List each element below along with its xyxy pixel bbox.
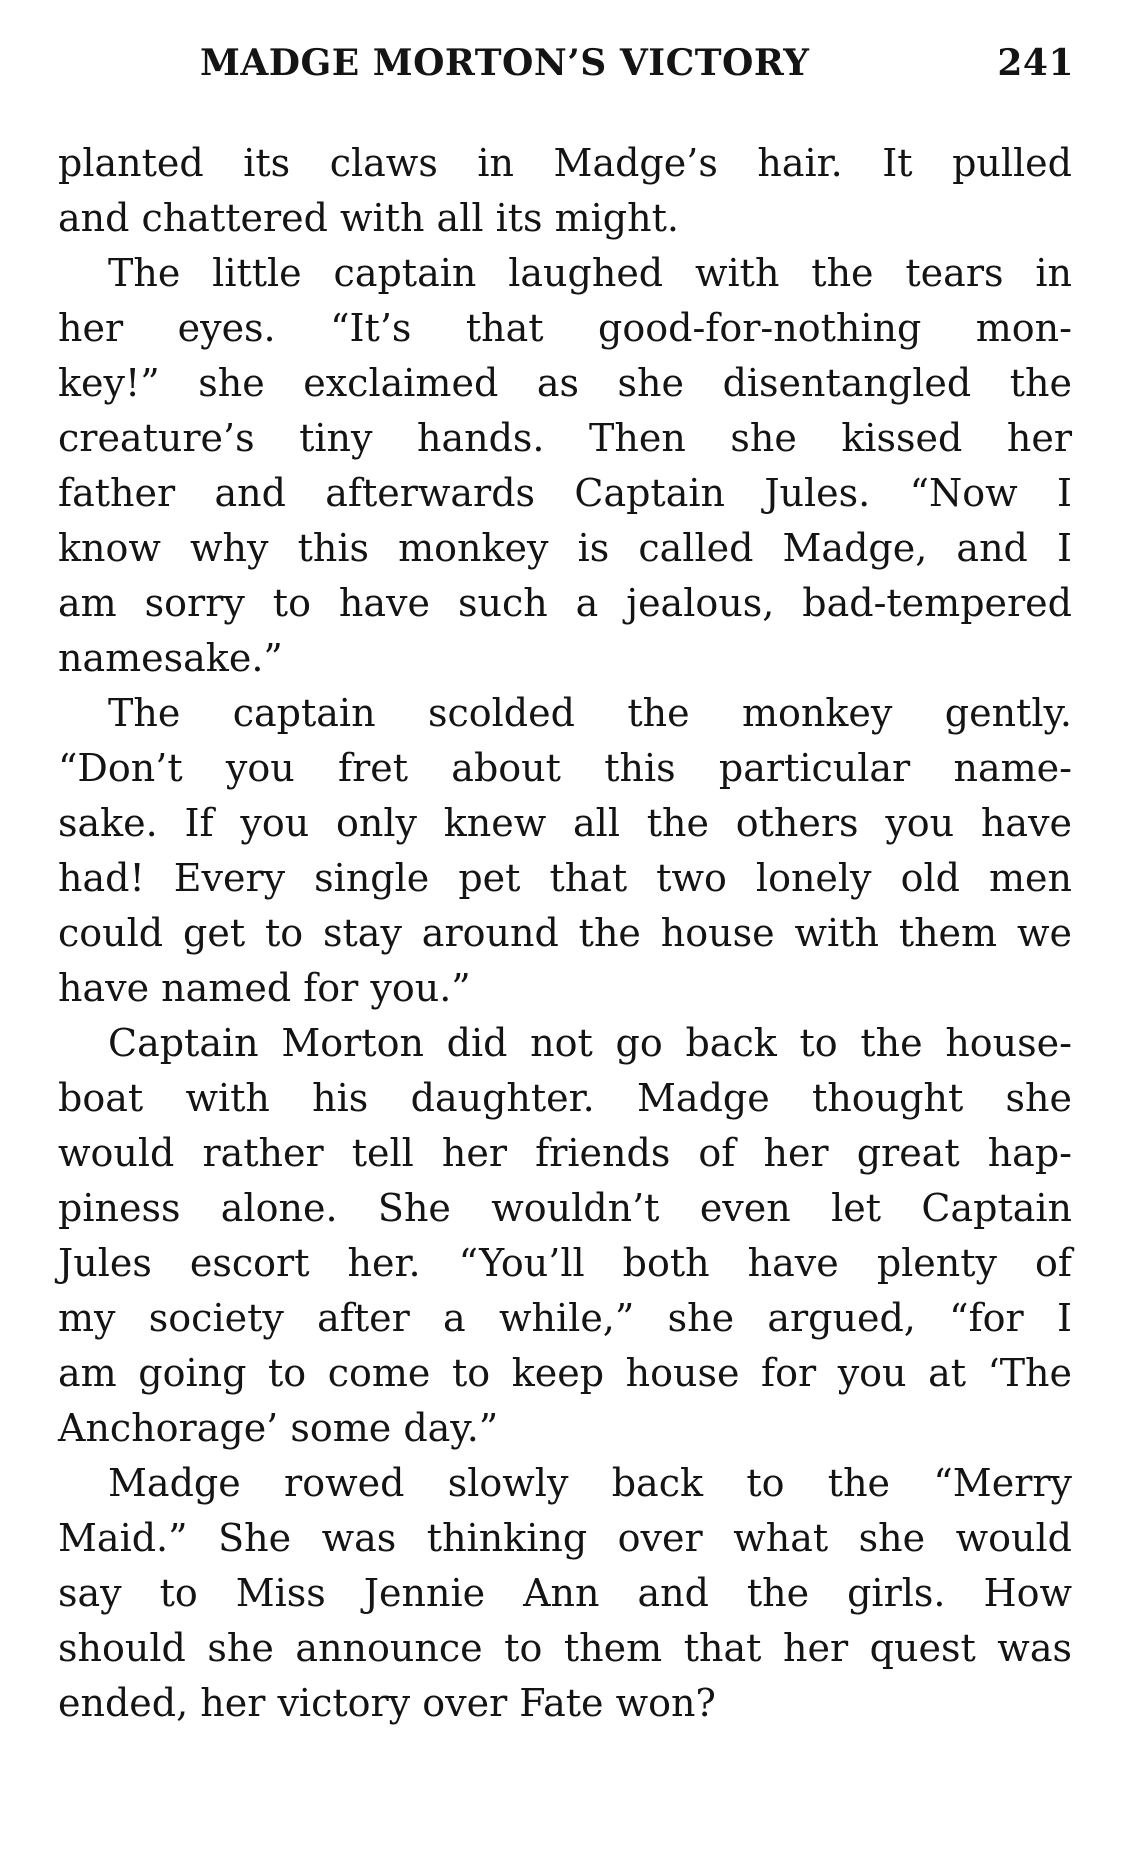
text-line: could get to stay around the house with them we — [58, 911, 1072, 955]
text-line: The little captain laughed with the tears in — [108, 251, 1072, 295]
page-number: 241 — [997, 42, 1074, 84]
running-head — [200, 42, 1074, 94]
text-line: The captain scolded the monkey gently. — [108, 691, 1072, 735]
text-line: should she announce to them that her quest was — [58, 1626, 1072, 1670]
text-line: Anchorage’ some day.” — [58, 1406, 499, 1450]
text-line: namesake.” — [58, 636, 283, 680]
text-line: Maid.” She was thinking over what she would — [58, 1516, 1072, 1560]
text-line: my society after a while,” she argued, “for I — [58, 1296, 1072, 1340]
text-line: key!” she exclaimed as she disentangled the — [58, 361, 1072, 405]
text-line: am sorry to have such a jealous, bad-tempered — [58, 581, 1072, 625]
text-line: am going to come to keep house for you at ‘The — [58, 1351, 1072, 1395]
text-line: father and afterwards Captain Jules. “Now I — [58, 471, 1072, 515]
text-line: “Don’t you fret about this particular name- — [58, 746, 1072, 790]
body-text — [58, 136, 1072, 1731]
text-line: know why this monkey is called Madge, and I — [58, 526, 1072, 570]
text-line: her eyes. “It’s that good-for-nothing mon- — [58, 306, 1072, 350]
text-line: Madge rowed slowly back to the “Merry — [108, 1461, 1072, 1505]
text-line: say to Miss Jennie Ann and the girls. How — [58, 1571, 1072, 1615]
text-line: Captain Morton did not go back to the house- — [108, 1021, 1072, 1065]
text-line: boat with his daughter. Madge thought she — [58, 1076, 1072, 1120]
text-line: creature’s tiny hands. Then she kissed her — [58, 416, 1072, 460]
text-line: have named for you.” — [58, 966, 471, 1010]
text-line: and chattered with all its might. — [58, 196, 679, 240]
running-title: MADGE MORTON’S VICTORY — [200, 42, 810, 84]
text-line: had! Every single pet that two lonely old men — [58, 856, 1072, 900]
text-line: Jules escort her. “You’ll both have plenty of — [58, 1241, 1072, 1285]
text-line: would rather tell her friends of her great hap- — [58, 1131, 1072, 1175]
text-line: ended, her victory over Fate won? — [58, 1681, 716, 1725]
text-line: planted its claws in Madge’s hair. It pulled — [58, 141, 1072, 185]
text-line: sake. If you only knew all the others you have — [58, 801, 1072, 845]
text-line: piness alone. She wouldn’t even let Captain — [58, 1186, 1072, 1230]
